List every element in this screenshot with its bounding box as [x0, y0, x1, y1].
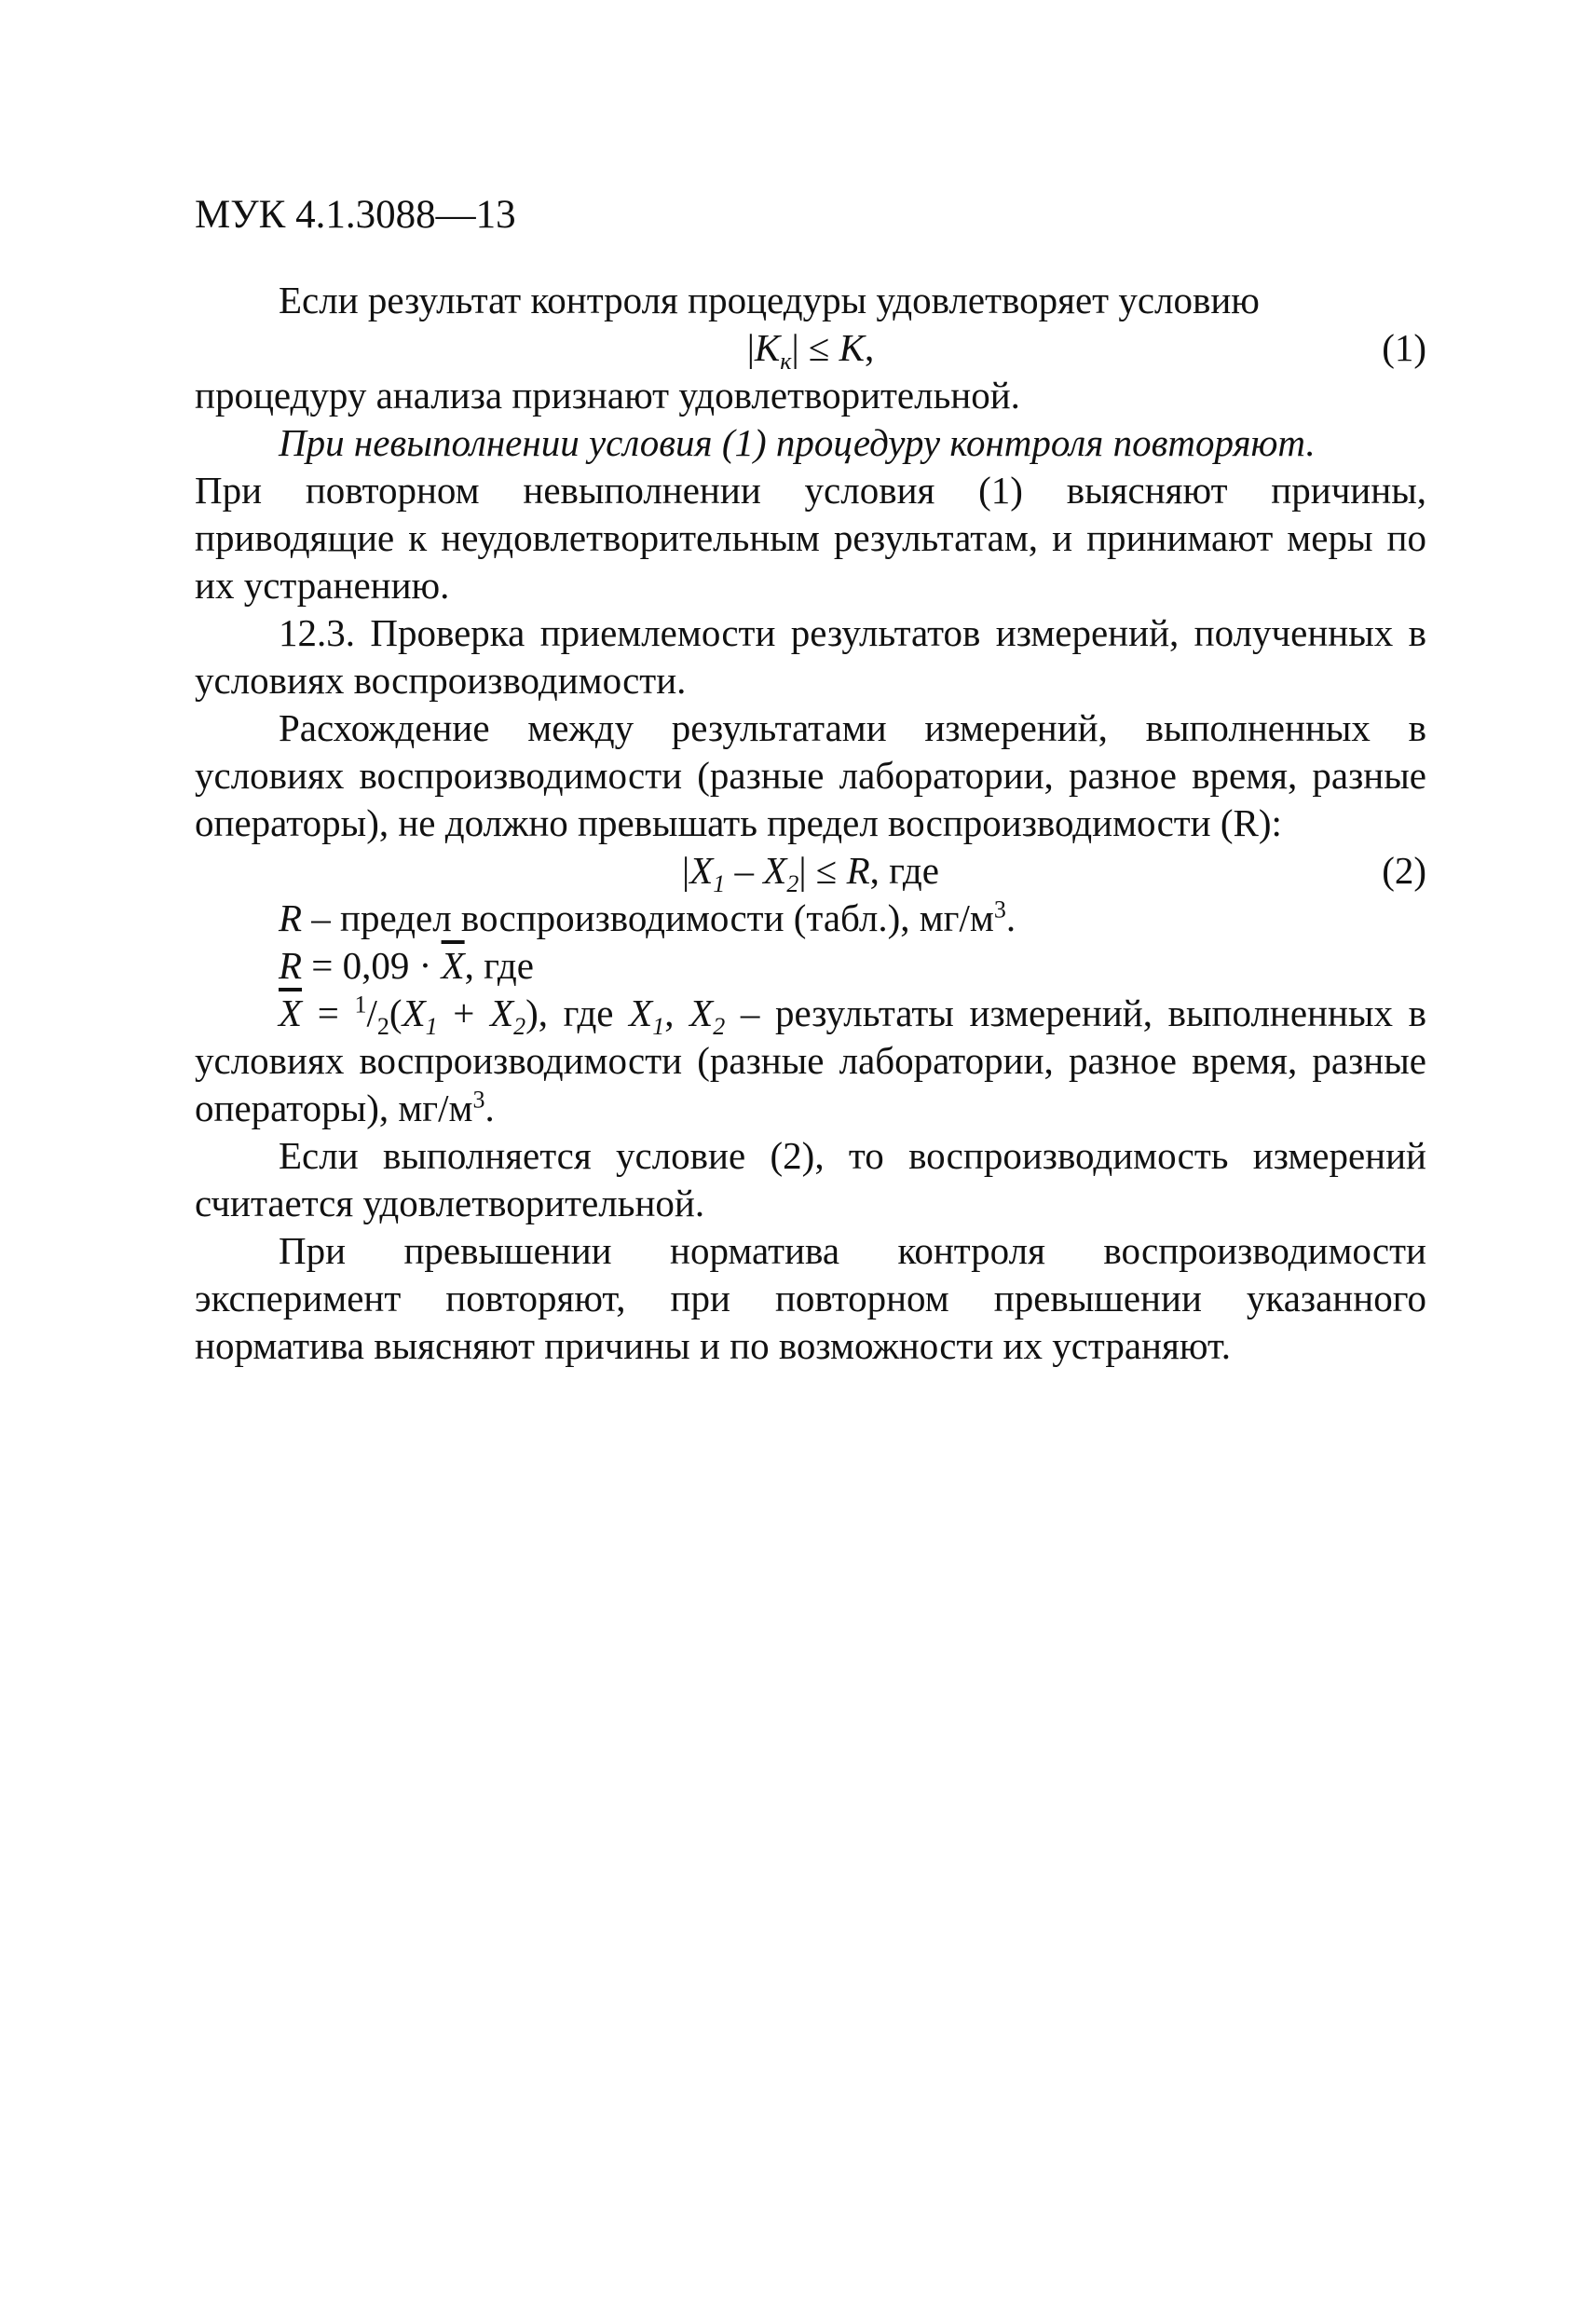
formula-2-line	[195, 847, 1426, 898]
formula-1-number: (1)	[1382, 326, 1426, 369]
paragraph-condition-met: Если выполняется условие (2), то воспроизводимость измерений считается удовлетворительной.	[195, 1134, 1426, 1224]
document-header: МУК 4.1.3088—13	[195, 193, 516, 237]
definition-r: R – предел воспроизводимости (табл.), $мг/м^3$.	[279, 896, 1016, 939]
section-12-3-heading: 12.3. Проверка приемлемости результатов измерений, полученных в условиях воспроизводимости.	[195, 611, 1426, 702]
definition-x: $\overline{X} = ^1/_2(X_1 + X_2)$, где $X_1$, $X_2$ – результаты измерений, выполненных в условиях воспроизводимости (разные лаборатории, разное время, разные операторы), $мг/м^3$.	[195, 991, 1427, 1129]
formula-1-line	[195, 324, 1426, 376]
paragraph-repeat-control: При невыполнении условия (1) процедуру контроля повторяют.	[279, 421, 1316, 464]
definition-r-formula: $R = 0,09 \cdot \overline{X}$, где	[279, 944, 534, 987]
formula-2: $|X_1 - X_2| \le R$, где	[682, 849, 939, 898]
document-page	[195, 191, 1426, 1370]
paragraph-procedure-satisfactory: процедуру анализа признают удовлетворительной.	[195, 374, 1020, 417]
formula-1: $|K_к| \le K$,	[746, 326, 875, 376]
formula-2-number: (2)	[1382, 849, 1426, 892]
paragraph-repeat-failure: При повторном невыполнении условия (1) выясняют причины, приводящие к неудовлетворительным результатам, и принимают меры по их устранению.	[195, 469, 1426, 607]
paragraph-condition-intro: Если результат контроля процедуры удовлетворяет условию	[279, 279, 1260, 321]
paragraph-norm-exceeded: При превышении норматива контроля воспроизводимости эксперимент повторяют, при повторном превышении указанного норматива выясняют причины и по возможности их устраняют.	[195, 1229, 1426, 1367]
paragraph-discrepancy: Расхождение между результатами измерений, выполненных в условиях воспроизводимости (разные лаборатории, разное время, разные операторы), не должно превышать предел воспроизводимости (R):	[195, 706, 1426, 844]
